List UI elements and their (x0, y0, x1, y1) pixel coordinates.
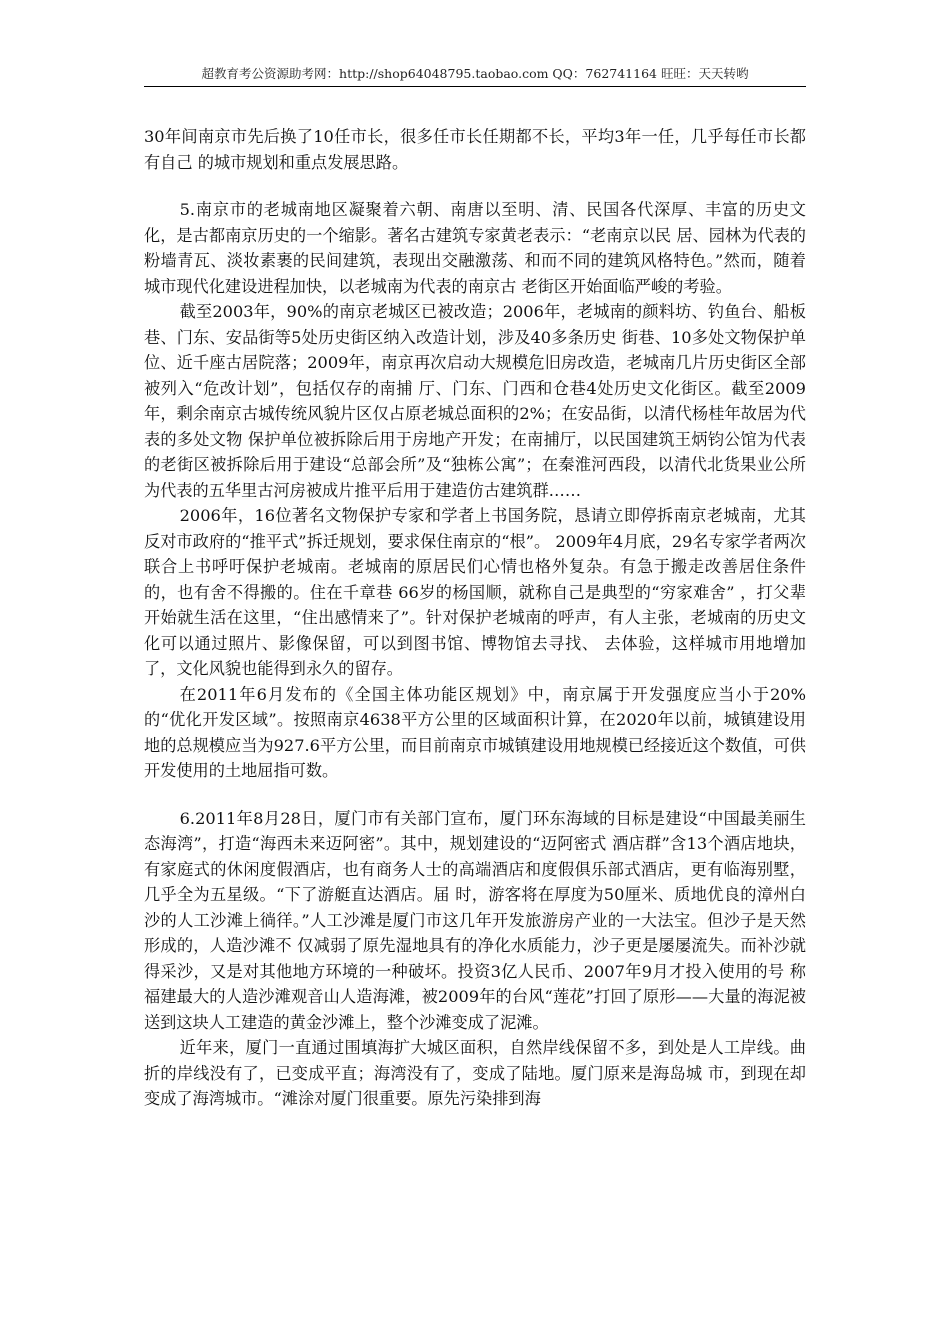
paragraph-7: 近年来，厦门一直通过围填海扩大城区面积，自然岸线保留不多，到处是人工岸线。曲折的岸线没有了，已变成平直；海湾没有了，变成了陆地。厦门原来是海岛城 市，到现在却变成了海湾城市。“滩涂对厦门很重要。原先污染排到海 (144, 1038, 806, 1108)
paragraph-gap (144, 175, 806, 197)
page-header: 超教育考公资源助考网：http://shop64048795.taobao.com QQ：762741164 旺旺：天天转哟 (144, 64, 806, 87)
paragraph-2: 5.南京市的老城南地区凝聚着六朝、南唐以至明、清、民国各代深厚、丰富的历史文化，是古都南京历史的一个缩影。著名古建筑专家黄老表示：“老南京以民 居、园林为代表的粉墙青瓦、淡妆素裹的民间建筑，表现出交融激荡、和而不同的建筑风格特色。”然而，随着城市现代化建设进程加快，以老城南为代表的南京古 老街区开始面临严峻的考验。 (144, 200, 806, 296)
paragraph-3: 截至2003年，90%的南京老城区已被改造；2006年，老城南的颜料坊、钓鱼台、船板巷、门东、安品街等5处历史街区纳入改造计划，涉及40多条历史 街巷、10多处文物保护单位、近千座古居院落；2009年，南京再次启动大规模危旧房改造，老城南几片历史街区全部被列入“危改计划”，包括仅存的南捕 厅、门东、门西和仓巷4处历史文化街区。截至2009年，剩余南京古城传统风貌片区仅占原老城总面积的2%；在安品街，以清代杨桂年故居为代表的多处文物 保护单位被拆除后用于房地产开发；在南捕厅，以民国建筑王炳钧公馆为代表的老街区被拆除后用于建设“总部会所”及“独栋公寓”；在秦淮河西段，以清代北货果业公所为代表的五华里古河房被成片推平后用于建造仿古建筑群…… (144, 302, 806, 500)
paragraph-4: 2006年，16位著名文物保护专家和学者上书国务院，恳请立即停拆南京老城南，尤其反对市政府的“推平式”拆迁规划，要求保住南京的“根”。 2009年4月底，29名专家学者两次联合上书呼吁保护老城南。老城南的原居民们心情也格外复杂。有急于搬走改善居住条件的，也有舍不得搬的。住在千章巷 66岁的杨国顺，就称自己是典型的“穷家难舍” ，打父辈开始就生活在这里，“住出感情来了”。针对保护老城南的呼声，有人主张，老城南的历史文化可以通过照片、影像保留，可以到图书馆、博物馆去寻找、 去体验，这样城市用地增加了，文化风貌也能得到永久的留存。 (144, 506, 806, 678)
paragraph-5: 在2011年6月发布的《全国主体功能区规划》中，南京属于开发强度应当小于20%的“优化开发区域”。按照南京4638平方公里的区域面积计算，在2020年以前，城镇建设用地的总规模应当为927.6平方公里，而目前南京市城镇建设用地规模已经接近这个数值，可供开发使用的土地屈指可数。 (144, 684, 806, 780)
paragraph-gap (144, 784, 806, 806)
paragraph-1: 30年间南京市先后换了10任市长，很多任市长任期都不长，平均3年一任，几乎每任市长都有自己 的城市规划和重点发展思路。 (144, 127, 806, 172)
paragraph-6: 6.2011年8月28日，厦门市有关部门宣布，厦门环东海域的目标是建设“中国最美丽生态海湾”，打造“海西未来迈阿密”。其中，规划建设的“迈阿密式 酒店群”含13个酒店地块，有家庭式的休闲度假酒店，也有商务人士的高端酒店和度假俱乐部式酒店，更有临海别墅，几乎全为五星级。“下了游艇直达酒店。届 时，游客将在厚度为50厘米、质地优良的漳州白沙的人工沙滩上徜徉。”人工沙滩是厦门市这几年开发旅游房产业的一大法宝。但沙子是天然形成的，人造沙滩不 仅减弱了原先湿地具有的净化水质能力，沙子更是屡屡流失。而补沙就得采沙，又是对其他地方环境的一种破坏。投资3亿人民币、2007年9月才投入使用的号 称福建最大的人造沙滩观音山人造海滩，被2009年的台风“莲花”打回了原形——大量的海泥被送到这块人工建造的黄金沙滩上，整个沙滩变成了泥滩。 (144, 808, 806, 1032)
document-body (144, 124, 806, 1112)
